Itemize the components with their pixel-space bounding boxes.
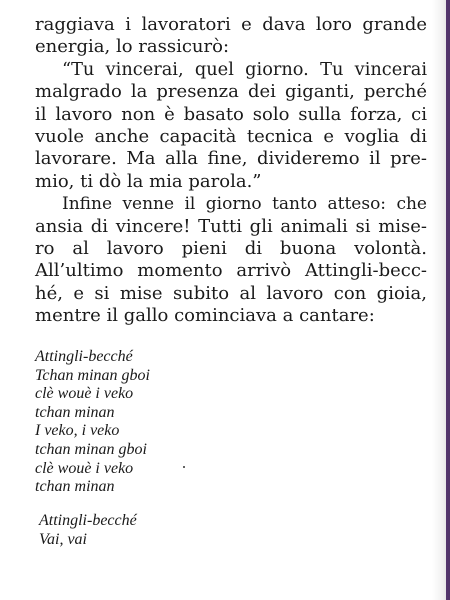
song-line: tchan minan [35,478,115,496]
song-line: tchan minan [35,403,115,421]
prose-line: energia, lo rassicurò: [35,36,230,58]
prose-line: ansia di vincere! Tutti gli animali si mise- [35,215,427,237]
song-refrain [39,512,137,549]
prose-line: All’ultimo momento arrivò Attingli-becc- [35,260,427,282]
refrain-line: Attingli-becché [39,512,137,529]
print-speck [183,466,185,468]
refrain-line: Vai, vai [39,530,87,548]
prose-line: lavorare. Ma alla fine, divideremo il pre- [35,148,427,170]
prose-line: vuole anche capacità tecnica e voglia di [35,126,427,148]
prose-line: malgrado la presenza dei giganti, perché [35,81,427,103]
prose-line: mentre il gallo cominciava a cantare: [35,305,375,327]
song-line: Attingli-becché [35,348,133,365]
prose-line: hé, e si mise subito al lavoro con gioia, [35,282,427,304]
prose-line: ro al lavoro pieni di buona volontà. [35,238,427,260]
prose-line: “Tu vincerai, quel giorno. Tu vincerai [62,59,427,80]
song-line: tchan minan gboi [35,440,147,458]
song-line: I veko, i veko [35,422,120,440]
song-line: clè wouè i veko [35,459,134,477]
song-line: Tchan minan gboi [35,366,150,384]
prose-block [35,14,427,328]
prose-line: il lavoro non è basato solo sulla forza, ci [35,103,427,125]
song-line: clè wouè i veko [35,385,134,403]
prose-line: mio, ti dò la mia parola.” [35,170,262,192]
prose-line: Infine venne il giorno tanto atteso: che [62,194,427,215]
song-verse [35,348,150,497]
page-edge [446,0,450,600]
prose-line: raggiava i lavoratori e dava loro grande [35,14,427,35]
